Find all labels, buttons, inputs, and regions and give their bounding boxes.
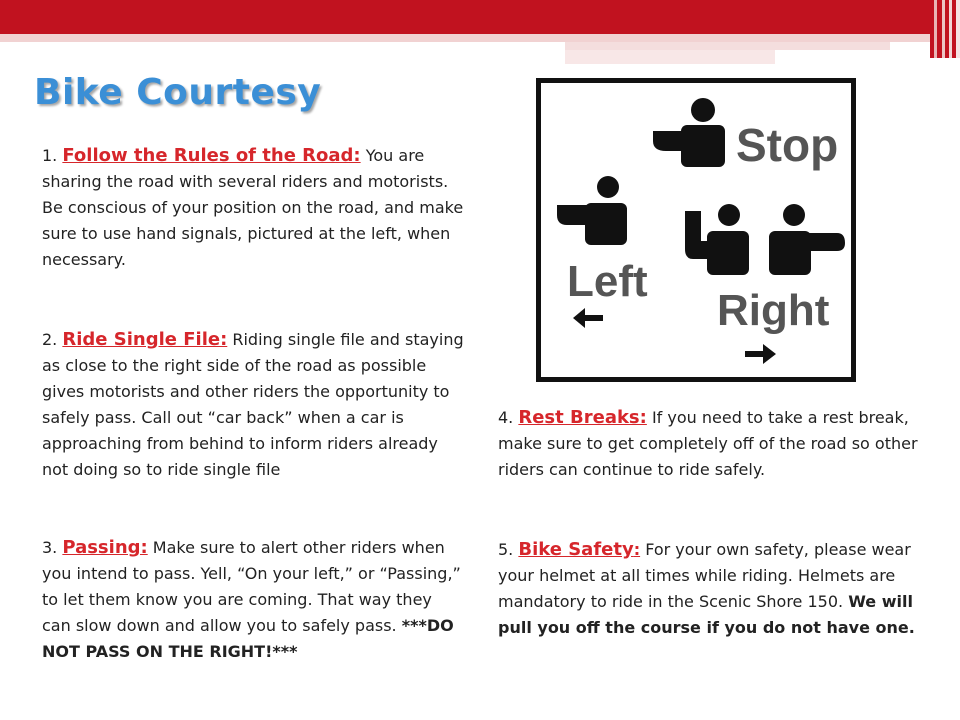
item-number: 4. [498, 408, 519, 427]
left-arrow-icon [573, 308, 603, 328]
item-heading: Rest Breaks: [518, 407, 647, 428]
item-number: 3. [42, 538, 63, 557]
item-number: 1. [42, 146, 63, 165]
banner-stripe [0, 34, 960, 42]
stop-label: Stop [736, 119, 839, 171]
right-label: Right [717, 286, 830, 335]
item-number: 5. [498, 540, 519, 559]
item-text: For your own safety, please wear your helmet at all times while riding. Helmets are mandatory to ride in the Scenic Shore 150. [498, 540, 911, 611]
item-heading-suffix: : [633, 540, 641, 559]
item-heading: Ride Single File: [62, 329, 228, 350]
left-signal-figure [557, 176, 627, 245]
rule-item-1 [42, 143, 464, 273]
item-warning: ***DO NOT PASS ON THE RIGHT!*** [42, 616, 454, 661]
top-banner [0, 0, 960, 70]
right-arrow-icon [745, 344, 776, 364]
rule-item-3 [42, 535, 464, 665]
item-heading: Passing: [62, 537, 148, 558]
item-heading: Follow the Rules of the Road: [62, 145, 361, 166]
item-text: If you need to take a rest break, make sure to get completely off of the road so other riders can continue to ride safely. [498, 408, 918, 479]
right-signal-figure [685, 204, 845, 275]
banner-stripe [565, 50, 775, 64]
hand-signals-sign [536, 78, 856, 382]
item-number: 2. [42, 330, 63, 349]
page-title: Bike Courtesy [34, 72, 322, 113]
rule-item-2 [42, 327, 464, 483]
hand-signals-illustration [541, 83, 851, 377]
banner-stripe [565, 42, 890, 50]
item-text: Riding single file and staying as close to the right side of the road as possible gives motorists and other riders the opportunity to safely pass. Call out “car back” when a car is approaching from behind to inform riders already not doing so to ride single file [42, 330, 464, 479]
stop-signal-figure [653, 98, 725, 167]
item-warning: We will pull you off the course if you do not have one. [498, 592, 915, 637]
rule-item-5 [498, 537, 928, 641]
rule-item-4 [498, 405, 928, 483]
item-heading: Bike Safety [518, 539, 634, 560]
item-text: Make sure to alert other riders when you intend to pass. Yell, “On your left,” or “Passing,” to let them know you are coming. That way they can slow down and allow you to safely pass. [42, 538, 461, 635]
item-text: You are sharing the road with several riders and motorists. Be conscious of your position on the road, and make sure to use hand signals, pictured at the left, when necessary. [42, 146, 464, 269]
left-label: Left [567, 257, 648, 306]
banner-corner-stripes [930, 0, 960, 58]
banner-red-bar [0, 0, 930, 34]
